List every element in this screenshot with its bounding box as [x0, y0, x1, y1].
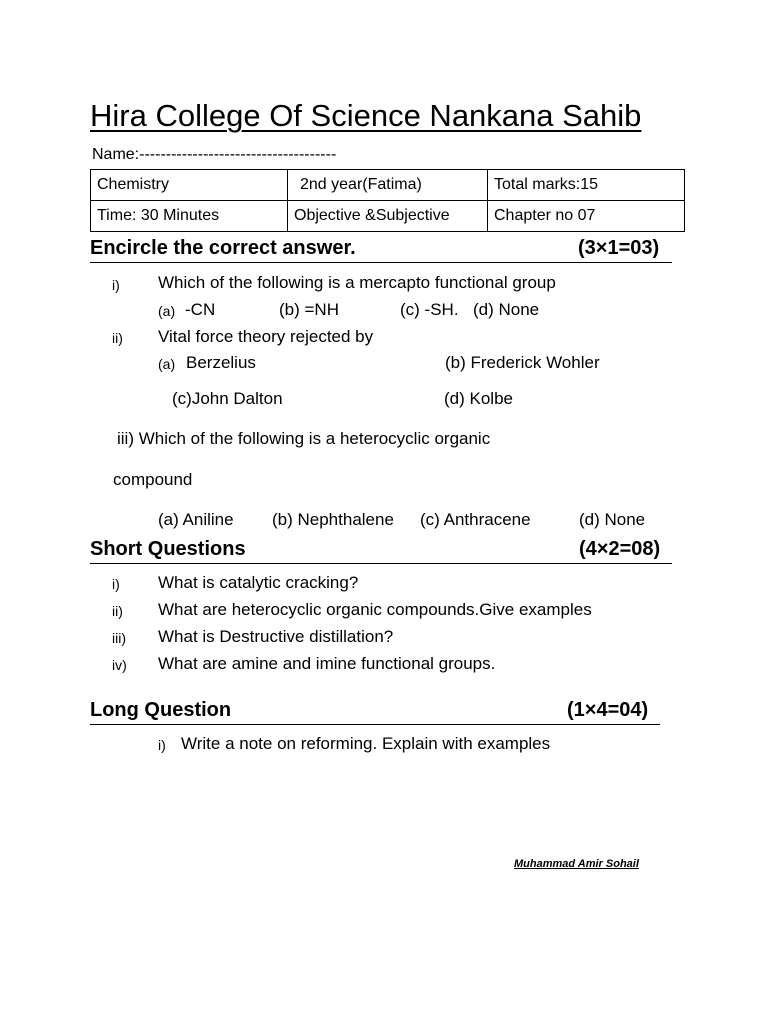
mcq-question-2: Vital force theory rejected by — [158, 327, 374, 346]
question-number: iii) — [112, 630, 126, 646]
long-question-marks: (1×4=04) — [567, 699, 649, 721]
q2-option-a: Berzelius — [186, 353, 256, 372]
total-marks-cell: Total marks:15 — [488, 170, 685, 201]
mcq-question-3-continued: compound — [113, 470, 193, 489]
question-number: ii) — [112, 603, 123, 619]
short-question-2: What are heterocyclic organic compounds.Give examples — [158, 600, 592, 619]
q3-option-d: (d) None — [579, 510, 646, 529]
table-row — [91, 170, 685, 201]
page-title: Hira College Of Science Nankana Sahib — [90, 98, 642, 133]
question-number: i) — [158, 737, 166, 753]
option-label: (a) — [158, 356, 176, 372]
long-heading-underline — [90, 724, 660, 725]
q1-option-a: -CN — [185, 300, 216, 319]
q1-option-d: (d) None — [473, 300, 540, 319]
short-questions-marks: (4×2=08) — [579, 538, 661, 560]
q1-option-c: (c) -SH. — [400, 300, 459, 319]
short-question-4: What are amine and imine functional groups. — [158, 654, 496, 673]
q3-option-c: (c) Anthracene — [420, 510, 531, 529]
q2-option-b: (b) Frederick Wohler — [445, 353, 600, 372]
q1-option-b: (b) =NH — [279, 300, 339, 319]
question-number: iv) — [112, 657, 127, 673]
short-question-1: What is catalytic cracking? — [158, 573, 359, 592]
mcq-heading: Encircle the correct answer. — [90, 237, 356, 259]
teacher-signature: Muhammad Amir Sohail — [514, 858, 639, 870]
mcq-marks: (3×1=03) — [578, 237, 660, 259]
short-heading-underline — [90, 563, 672, 564]
long-question-heading: Long Question — [90, 699, 232, 721]
time-cell: Time: 30 Minutes — [91, 201, 288, 232]
q2-option-d: (d) Kolbe — [444, 389, 513, 408]
name-field-line: Name:------------------------------------- — [92, 146, 337, 163]
paper-type-cell: Objective &Subjective — [288, 201, 488, 232]
option-label: (a) — [158, 303, 176, 319]
class-cell: 2nd year(Fatima) — [288, 170, 488, 201]
table-row — [91, 201, 685, 232]
question-number: i) — [112, 277, 120, 293]
mcq-question-3: iii) Which of the following is a heterocyclic organic — [117, 429, 491, 448]
mcq-heading-underline — [90, 262, 672, 263]
q3-option-b: (b) Nephthalene — [272, 510, 394, 529]
mcq-question-1: Which of the following is a mercapto functional group — [158, 273, 556, 292]
question-number: ii) — [112, 330, 123, 346]
short-questions-heading: Short Questions — [90, 538, 246, 560]
q3-option-a: (a) Aniline — [158, 510, 234, 529]
subject-cell: Chemistry — [91, 170, 288, 201]
long-question-1: Write a note on reforming. Explain with examples — [181, 734, 551, 753]
q2-option-c: (c)John Dalton — [172, 389, 283, 408]
question-number: i) — [112, 576, 120, 592]
info-table — [90, 169, 685, 232]
chapter-cell: Chapter no 07 — [488, 201, 685, 232]
short-question-3: What is Destructive distillation? — [158, 627, 394, 646]
